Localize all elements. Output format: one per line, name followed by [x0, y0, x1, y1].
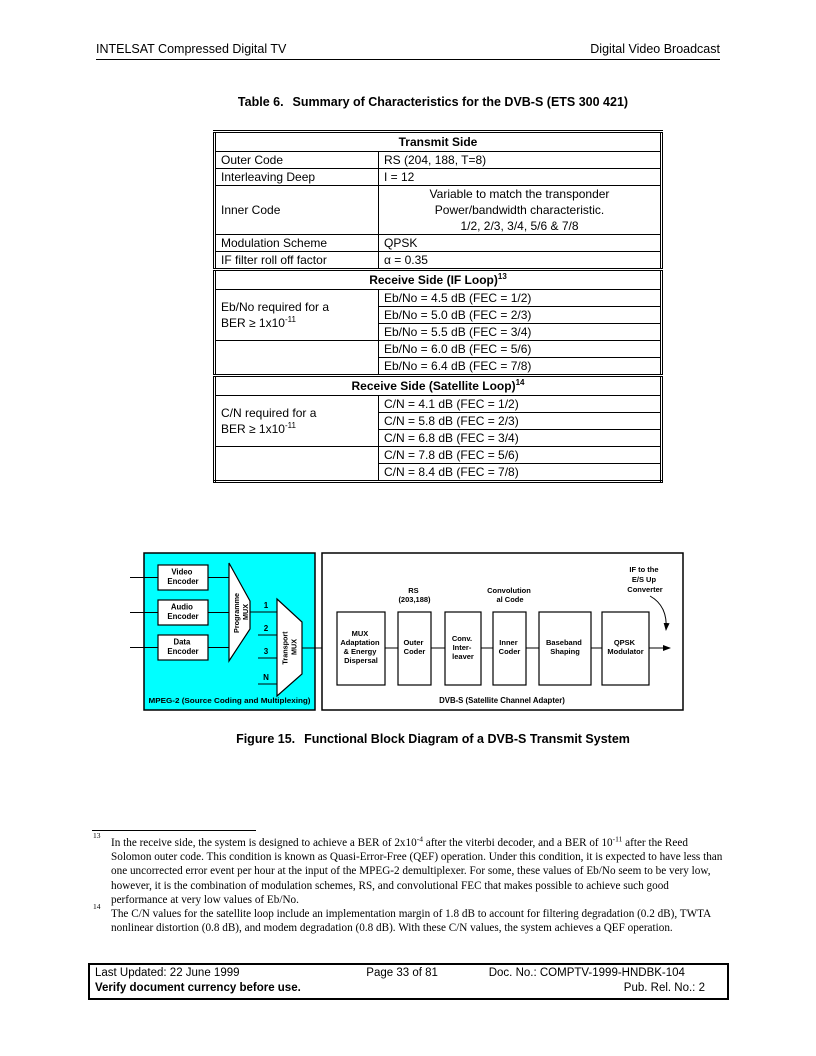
mux-adaptation-label: MUX Adaptation & Energy Dispersal	[340, 629, 380, 665]
characteristics-table	[213, 130, 663, 483]
section-row-satellite-loop	[215, 376, 662, 396]
if-loop-requirement-label: Eb/No required for a BER ≥ $1x10^{-11}$	[215, 290, 379, 341]
rs-annotation: RS (203,188)	[398, 586, 431, 604]
table-row	[215, 169, 662, 186]
mux-input-label-3: 3	[263, 647, 269, 656]
baseband-shaping-label: Baseband Shaping	[546, 638, 582, 656]
row-value: C/N = 6.8 dB (FEC = 3/4)	[379, 430, 662, 447]
footnote-13: 13 In the receive side, the system is designed to achieve a BER of $2x10^{-4}$ after the viterbi decoder, and a BER of $10^{-11}$ after the Reed Solomon outer code. This condition is known as Quasi-Error-Free (QEF) operation. Under this condition, it is expected to have less than one uncorrected error event per hour at the input of the MPEG-2 demultiplexer. For some, these values of Eb/No seem to be very low, however, it is the combination of modulation schemes, RS, and convolutional FEC that makes possible to achieve such good performance at very low values of Eb/No.	[93, 831, 723, 906]
table-title-text: Summary of Characteristics for the DVB-S (ETS 300 421)	[292, 95, 629, 109]
last-updated: Last Updated: 22 June 1999	[95, 967, 240, 979]
footnote-text: In the receive side, the system is designed to achieve a BER of $2x10^{-4}$ after the viterbi decoder, and a BER of $10^{-11}$ after the Reed Solomon outer code. This condition is known as Quasi-Error-Free (QEF) operation. Under this condition, it is expected to have less than one uncorrected error event per hour at the input of the MPEG-2 demultiplexer. For some, these values of Eb/No seem to be very low, however, it is the combination of modulation schemes, RS, and convolutional FEC that makes possible to achieve such good performance at very low values of Eb/No.	[111, 834, 723, 906]
conv-interleaver-label: Conv. Inter- leaver	[451, 634, 474, 661]
row-value: C/N = 7.8 dB (FEC = 5/6)	[379, 447, 662, 464]
inner-code-line: Variable to match the transponder	[429, 187, 610, 201]
row-value: Eb/No = 6.4 dB (FEC = 7/8)	[379, 358, 662, 376]
satellite-loop-requirement-label: C/N required for a BER ≥ $1x10^{-11}$	[215, 396, 379, 447]
table-row	[215, 152, 662, 169]
dvbs-adapter-block	[322, 553, 683, 710]
video-encoder-label: Video Encoder	[167, 567, 199, 586]
table-row	[215, 252, 662, 270]
footnote-14: 14 The C/N values for the satellite loop include an implementation margin of 1.8 dB to account for filtering degradation (0.2 dB), TWTA nonlinear distortion (0.8 dB), and modem degradation (0.8 dB). With these C/N values, the system achieves a QEF operation.	[93, 902, 711, 935]
figure-number: Figure 15.	[236, 732, 296, 746]
mux-input-label-1: 1	[263, 601, 269, 610]
row-value-multiline	[379, 186, 662, 235]
empty-cell	[215, 447, 379, 482]
pub-rel-number: Pub. Rel. No.: 2	[623, 982, 705, 994]
row-label: Inner Code	[215, 186, 379, 235]
table-row	[215, 235, 662, 252]
page-header	[96, 42, 720, 60]
header-left-title: INTELSAT Compressed Digital TV	[96, 42, 287, 56]
section-header-satellite-loop: Receive Side (Satellite Loop)$^{14}$	[215, 376, 662, 396]
page-number: Page 33 of 81	[366, 967, 438, 979]
footnote-ref-13: 13	[497, 271, 507, 281]
table-row	[215, 186, 662, 235]
row-value: Eb/No = 6.0 dB (FEC = 5/6)	[379, 341, 662, 358]
row-label: IF filter roll off factor	[215, 252, 379, 270]
inner-coder-label: Inner Coder	[498, 638, 521, 656]
figure-caption-text: Functional Block Diagram of a DVB-S Transmit System	[304, 732, 630, 746]
row-value: C/N = 5.8 dB (FEC = 2/3)	[379, 413, 662, 430]
data-encoder-label: Data Encoder	[167, 637, 199, 656]
row-value: α = 0.35	[379, 252, 662, 270]
row-label: Interleaving Deep	[215, 169, 379, 186]
mux-input-label-2: 2	[263, 624, 269, 633]
section-header-if-loop: Receive Side (IF Loop)$^{13}$	[215, 270, 662, 290]
convolutional-code-annotation: Convolution al Code	[487, 586, 531, 604]
footnote-ref-14: 14	[515, 377, 525, 387]
table-row	[215, 290, 662, 307]
mpeg2-source-block	[130, 553, 315, 710]
verify-notice: Verify document currency before use.	[95, 982, 301, 994]
dvbs-caption: DVB-S (Satellite Channel Adapter)	[439, 696, 565, 705]
row-value: I = 12	[379, 169, 662, 186]
section-header-transmit: Transmit Side	[215, 132, 662, 152]
footer-row-1	[90, 966, 727, 981]
mux-input-label-n: N	[263, 673, 269, 682]
row-value: C/N = 4.1 dB (FEC = 1/2)	[379, 396, 662, 413]
row-value: C/N = 8.4 dB (FEC = 7/8)	[379, 464, 662, 482]
table-row	[215, 341, 662, 358]
row-value: Eb/No = 4.5 dB (FEC = 1/2)	[379, 290, 662, 307]
audio-encoder-label: Audio Encoder	[167, 602, 199, 621]
table-number: Table 6.	[237, 95, 284, 109]
page-footer	[88, 963, 729, 1000]
footnote-separator	[92, 830, 256, 831]
mpeg2-caption: MPEG-2 (Source Coding and Multiplexing)	[148, 696, 312, 705]
block-diagram-figure	[128, 548, 688, 716]
section-row-transmit	[215, 132, 662, 152]
table-row	[215, 396, 662, 413]
row-value: RS (204, 188, T=8)	[379, 152, 662, 169]
if-output-annotation: IF to the E/S Up Converter	[627, 565, 663, 594]
doc-number: Doc. No.: COMPTV-1999-HNDBK-104	[488, 967, 685, 979]
inner-code-line: Power/bandwidth characteristic.	[434, 203, 605, 217]
row-value: QPSK	[379, 235, 662, 252]
figure-caption	[120, 732, 746, 746]
footer-row-2	[90, 981, 727, 996]
table-title	[120, 95, 746, 109]
programme-mux-label: Programme MUX	[232, 593, 250, 633]
row-value: Eb/No = 5.5 dB (FEC = 3/4)	[379, 324, 662, 341]
row-value: Eb/No = 5.0 dB (FEC = 2/3)	[379, 307, 662, 324]
row-label: Modulation Scheme	[215, 235, 379, 252]
row-label: Outer Code	[215, 152, 379, 169]
table-row	[215, 447, 662, 464]
footnote-text: The C/N values for the satellite loop include an implementation margin of 1.8 dB to account for filtering degradation (0.2 dB), TWTA nonlinear distortion (0.8 dB), and modem degradation (0.8 dB). With these C/N values, the system achieves a QEF operation.	[111, 908, 711, 935]
inner-code-line: 1/2, 2/3, 3/4, 5/6 & 7/8	[460, 219, 579, 233]
footnotes	[92, 831, 726, 935]
qpsk-modulator-label: QPSK Modulator	[607, 638, 644, 656]
section-row-if-loop	[215, 270, 662, 290]
empty-cell	[215, 341, 379, 376]
header-right-title: Digital Video Broadcast	[590, 42, 720, 56]
transport-mux-label: Transport MUX	[280, 631, 299, 665]
outer-coder-label: Outer Coder	[403, 638, 426, 656]
